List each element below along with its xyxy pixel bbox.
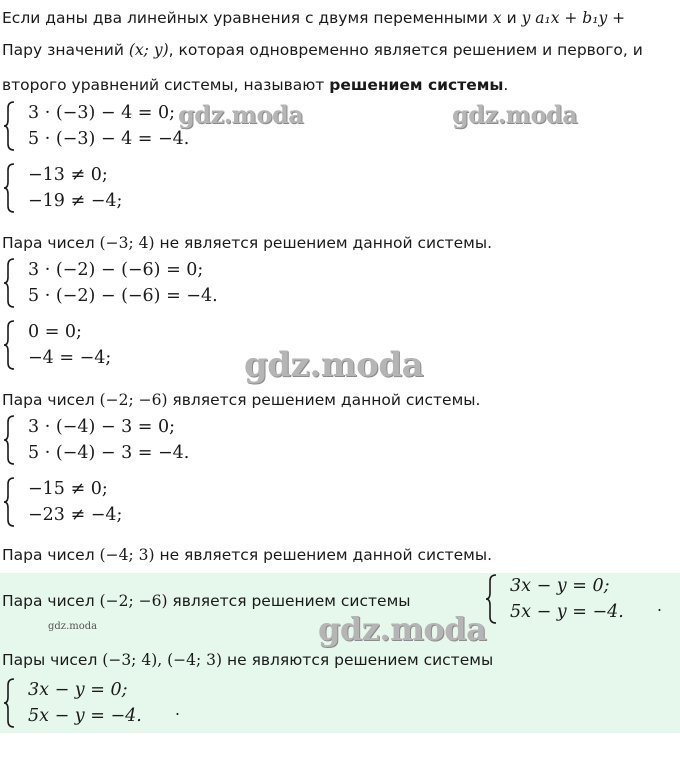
system-row: −23 ≠ −4; bbox=[28, 505, 123, 525]
system-row: 3 · (−3) − 4 = 0; bbox=[28, 103, 176, 123]
watermark-logo: gdz.moda bbox=[452, 100, 578, 129]
system-row: 0 = 0; bbox=[28, 322, 82, 342]
system-row: −4 = −4; bbox=[28, 348, 112, 368]
left-brace-icon bbox=[2, 100, 16, 152]
watermark-small: gdz.moda bbox=[48, 621, 98, 632]
conclusion-line: Пара чисел (−4; 3) не является решением данной системы. bbox=[2, 546, 493, 564]
intro-line-2: Пару значений (x; y), которая одновременно является решением и первого, и bbox=[2, 41, 643, 59]
system-row: 5x − y = −4. bbox=[28, 706, 142, 726]
answer-line-2: Пары чисел (−3; 4), (−4; 3) не являются решением системы bbox=[2, 651, 494, 669]
system-row: 5 · (−3) − 4 = −4. bbox=[28, 129, 190, 149]
left-brace-icon bbox=[2, 414, 16, 466]
watermark-logo: gdz.moda bbox=[178, 100, 304, 129]
system-row: 5x − y = −4. bbox=[510, 602, 624, 622]
left-brace-icon bbox=[2, 257, 16, 309]
left-brace-icon bbox=[2, 162, 16, 214]
system-row: 3 · (−2) − (−6) = 0; bbox=[28, 260, 204, 280]
system-row: −15 ≠ 0; bbox=[28, 479, 108, 499]
system-row: −13 ≠ 0; bbox=[28, 165, 108, 185]
watermark-logo: gdz.moda bbox=[318, 610, 487, 648]
answer-line-1: Пара чисел (−2; −6) является решением системы bbox=[2, 592, 411, 610]
period: . bbox=[657, 597, 662, 615]
system-row: 3x − y = 0; bbox=[510, 576, 610, 596]
intro-line-1: Если даны два линейных уравнения с двумя переменными x и y a₁x + b₁y + bbox=[2, 9, 626, 27]
system-row: 5 · (−4) − 3 = −4. bbox=[28, 443, 190, 463]
conclusion-line: Пара чисел (−2; −6) является решением данной системы. bbox=[2, 391, 481, 409]
system-row: 5 · (−2) − (−6) = −4. bbox=[28, 286, 218, 306]
system-row: −19 ≠ −4; bbox=[28, 191, 123, 211]
period: . bbox=[175, 701, 180, 719]
left-brace-icon bbox=[2, 319, 16, 371]
system-row: 3 · (−4) − 3 = 0; bbox=[28, 417, 176, 437]
system-row: 3x − y = 0; bbox=[28, 680, 128, 700]
conclusion-line: Пара чисел (−3; 4) не является решением данной системы. bbox=[2, 234, 493, 252]
left-brace-icon bbox=[2, 677, 16, 729]
left-brace-icon bbox=[2, 476, 16, 528]
watermark-logo: gdz.moda bbox=[244, 345, 424, 385]
intro-line-3: второго уравнений системы, называют решением системы. bbox=[2, 76, 509, 94]
